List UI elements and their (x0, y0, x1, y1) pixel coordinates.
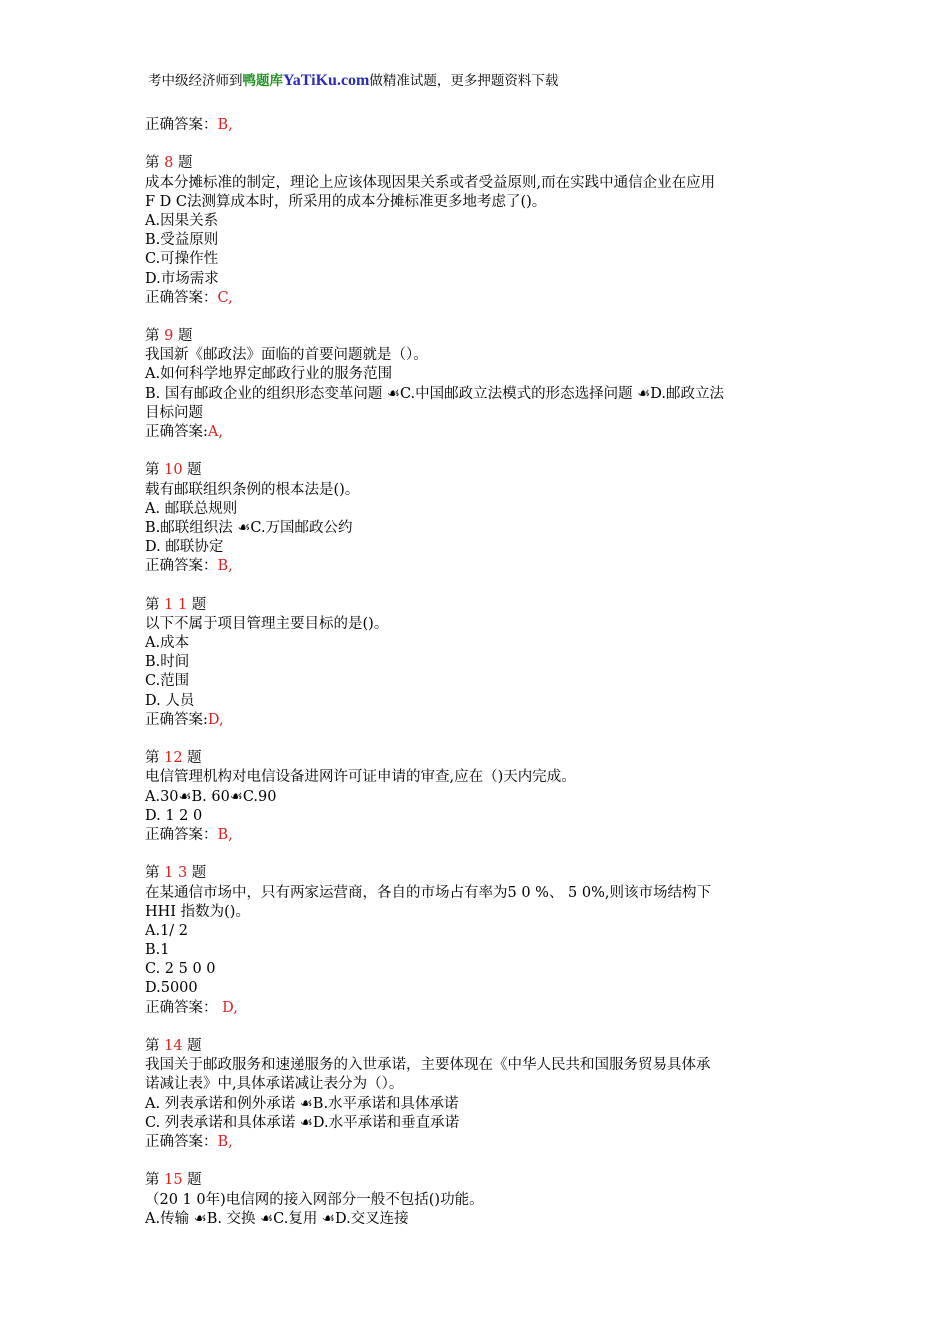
answer-line: 正确答案：C, (145, 289, 233, 306)
header-prefix: 考中级经济师到 (148, 73, 243, 89)
option: D. 人员 (145, 692, 195, 709)
question-text: F D C法测算成本时，所采用的成本分摊标准更多地考虑了()。 (145, 193, 547, 210)
question-text: HHI 指数为()。 (145, 903, 250, 920)
answer-value: C, (217, 289, 233, 306)
answer-line: 正确答案： D, (145, 999, 238, 1016)
answer-value: D, (207, 711, 224, 728)
question-number: 15 (164, 1172, 183, 1189)
option: D. 邮联协定 (145, 539, 224, 556)
option: B. 国有邮政企业的组织形态变革问题 ☙C.中国邮政立法模式的形态选择问题 ☙D.邮政立法 (145, 385, 724, 402)
question-heading: 第 9 题 (145, 328, 193, 345)
question-text: 以下不属于项目管理主要目标的是()。 (145, 615, 389, 632)
answer-value: B, (217, 558, 233, 575)
question-text: 我国关于邮政服务和速递服务的入世承诺，主要体现在《中华人民共和国服务贸易具体承 (145, 1057, 711, 1074)
option: A.1/ 2 (145, 922, 189, 939)
option: B.时间 (145, 654, 190, 671)
question-heading: 第 15 题 (145, 1172, 202, 1189)
option: A.成本 (145, 635, 190, 652)
option: A. 邮联总规则 (145, 500, 238, 517)
option: D.5000 (145, 980, 198, 997)
question-list (145, 116, 825, 1229)
option: D. 1 2 0 (145, 807, 203, 824)
question-text: 载有邮联组织条例的根本法是()。 (145, 481, 360, 498)
option: A.30☙B. 60☙C.90 (145, 788, 277, 805)
answer-line: 正确答案:D, (145, 711, 224, 728)
answer-value: A, (207, 424, 223, 440)
header-site-link[interactable]: YaTiKu.com (283, 72, 370, 89)
header-brand: 鸭题库 (242, 73, 283, 89)
option: B.受益原则 (145, 232, 219, 249)
option: A.因果关系 (145, 212, 219, 229)
question-text: 在某通信市场中，只有两家运营商，各自的市场占有率为5 0 %、 5 0%,则该市场结构下 (145, 884, 711, 901)
option: 目标问题 (145, 404, 203, 421)
question-text: 电信管理机构对电信设备进网许可证申请的审查,应在（)天内完成。 (145, 769, 576, 786)
question-text: 诺减让表》中,具体承诺减让表分为（）。 (145, 1076, 404, 1093)
answer-value: B, (217, 826, 233, 843)
option: C. 2 5 0 0 (145, 961, 216, 978)
question-text: 我国新《邮政法》面临的首要问题就是（）。 (145, 347, 428, 364)
answer-value: B, (217, 1133, 233, 1150)
option: B.1 (145, 942, 170, 959)
answer-line: 正确答案：B, (145, 1133, 233, 1150)
question-number: 8 (164, 155, 174, 172)
answer-value: B, (217, 117, 233, 133)
option: B.邮联组织法 ☙C.万国邮政公约 (145, 519, 353, 536)
question-heading: 第 14 题 (145, 1038, 202, 1054)
answer-line: 正确答案：B, (145, 558, 233, 575)
question-number: 9 (164, 328, 174, 345)
option: A. 列表承诺和例外承诺 ☙B.水平承诺和具体承诺 (145, 1095, 459, 1112)
option: D.市场需求 (145, 270, 219, 287)
question-heading: 第 8 题 (145, 155, 193, 172)
question-number: 12 (164, 750, 183, 767)
answer-line: 正确答案:A, (145, 424, 223, 440)
option: A.如何科学地界定邮政行业的服务范围 (145, 366, 393, 383)
question-number: 10 (164, 462, 183, 479)
header-suffix: 做精准试题，更多押题资料下载 (369, 73, 559, 89)
answer-value: D, (222, 999, 238, 1016)
answer-line: 正确答案：B, (145, 826, 233, 843)
question-text: （20 1 0年)电信网的接入网部分一般不包括()功能。 (145, 1191, 484, 1208)
option: C. 列表承诺和具体承诺 ☙D.水平承诺和垂直承诺 (145, 1114, 460, 1131)
question-heading: 第 1 3 题 (145, 865, 207, 882)
question-heading: 第 10 题 (145, 462, 202, 479)
option: C.可操作性 (145, 251, 219, 268)
question-heading: 第 12 题 (145, 750, 202, 767)
question-number: 14 (164, 1038, 183, 1054)
question-heading: 第 1 1 题 (145, 596, 207, 613)
question-text: 成本分摊标准的制定，理论上应该体现因果关系或者受益原则,而在实践中通信企业在应用 (145, 174, 716, 191)
question-number: 1 3 (164, 865, 188, 882)
option: C.范围 (145, 673, 190, 690)
answer-line: 正确答案：B, (145, 117, 233, 133)
option: A.传输 ☙B. 交换 ☙C.复用 ☙D.交叉连接 (145, 1210, 409, 1227)
question-number: 1 1 (164, 596, 188, 613)
page-header (148, 72, 558, 90)
